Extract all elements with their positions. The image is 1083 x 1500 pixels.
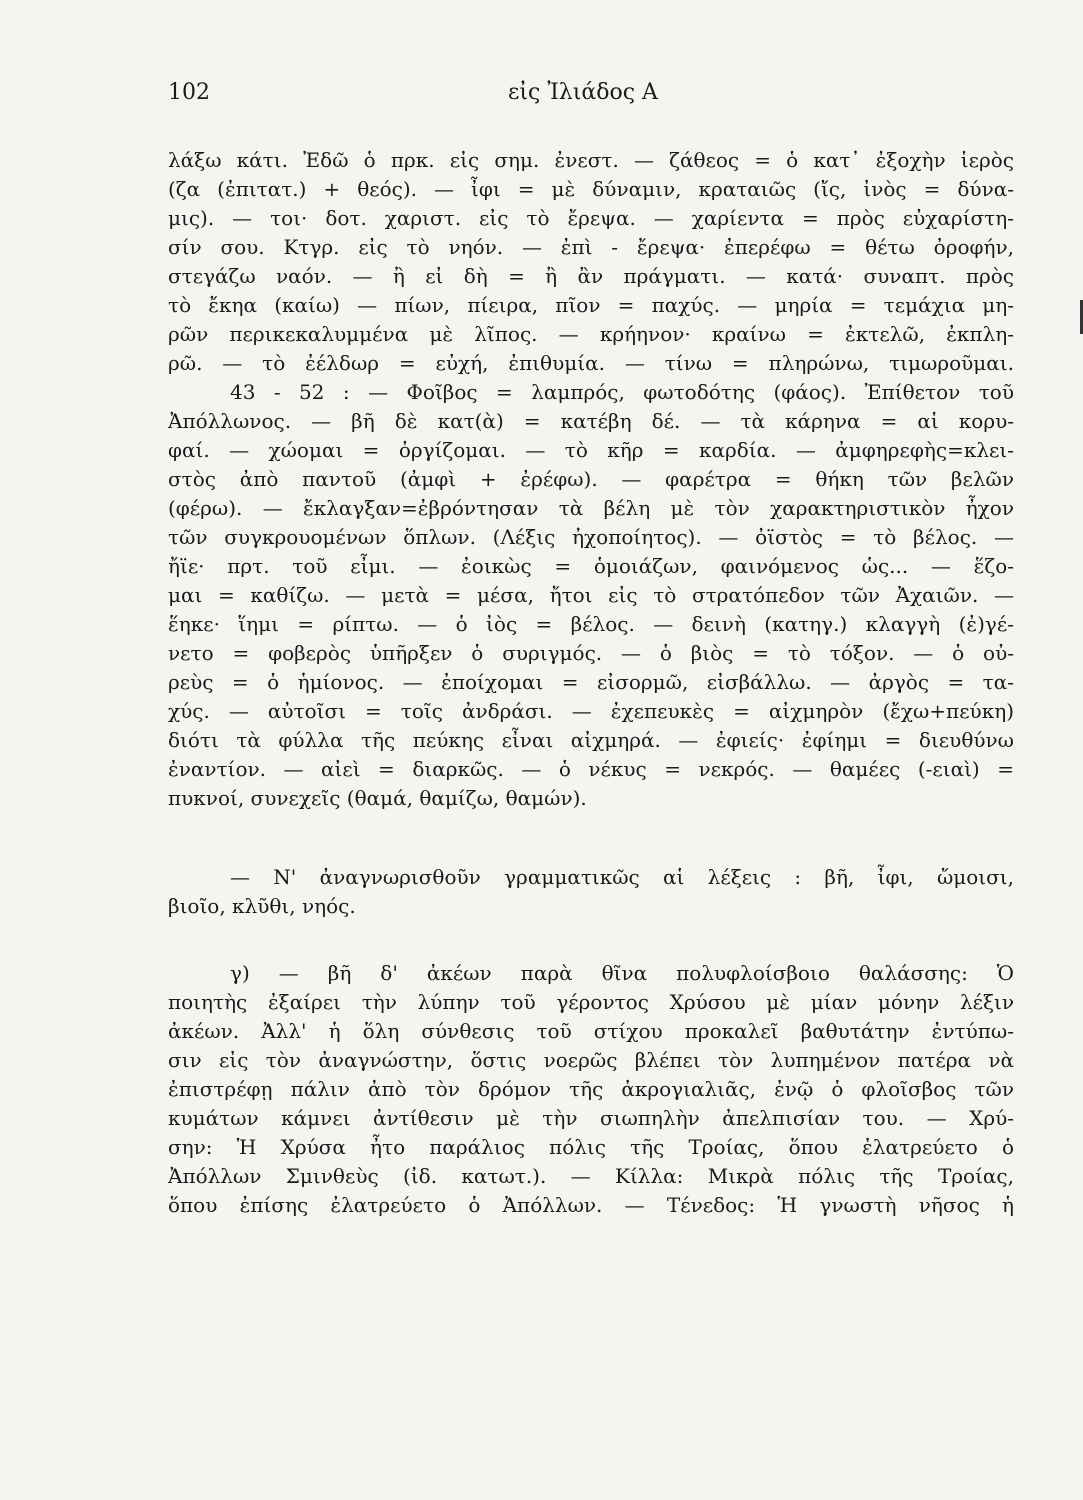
- page-header: [168, 80, 1014, 120]
- text-line: ποιητὴς ἐξαίρει τὴν λύπην τοῦ γέροντος Χρύσου μὲ μίαν μόνην λέξιν: [168, 990, 1014, 1014]
- text-line: ρεὺς = ὁ ἡμίονος. — ἐποίχομαι = εἰσορμῶ, εἰσβάλλω. — ἀργὸς = τα-: [168, 670, 1014, 694]
- text-line: μαι = καθίζω. — μετὰ = μέσα, ἤτοι εἰς τὸ στρατόπεδον τῶν Ἀχαιῶν. —: [168, 583, 1014, 607]
- spacer: [168, 813, 1014, 863]
- page-body: [168, 146, 1014, 1220]
- text-line: τῶν συγκρουομένων ὅπλων. (Λέξις ἠχοποίητος). — ὀϊστὸς = τὸ βέλος. —: [168, 525, 1014, 549]
- page-number: 102: [168, 80, 210, 105]
- text-line: ἐναντίον. — αἰεὶ = διαρκῶς. — ὁ νέκυς = νεκρός. — θαμέες (-ειαὶ) =: [168, 757, 1014, 781]
- spacer: [168, 921, 1014, 959]
- text-line: σην: Ἡ Χρύσα ἦτο παράλιος πόλις τῆς Τροίας, ὅπου ἐλατρεύετο ὁ: [168, 1135, 1014, 1159]
- page-edge-shadow: [1070, 300, 1083, 334]
- text-line: (φέρω). — ἔκλαγξαν=ἐβρόντησαν τὰ βέλη μὲ τὸν χαρακτηριστικὸν ἦχον: [168, 496, 1014, 520]
- text-line: ἐπιστρέφῃ πάλιν ἀπὸ τὸν δρόμον τῆς ἀκρογιαλιᾶς, ἐνῷ ὁ φλοῖσβος τῶν: [168, 1077, 1014, 1101]
- text-line: στεγάζω ναόν. — ἢ εἰ δὴ = ἢ ἂν πράγματι. — κατά· συναπτ. πρὸς: [168, 264, 1014, 288]
- text-line: (ζα (ἐπιτατ.) + θεός). — ἶφι = μὲ δύναμιν, κραταιῶς (ἴς, ἰνὸς = δύνα-: [168, 177, 1014, 201]
- text-line: κυμάτων κάμνει ἀντίθεσιν μὲ τὴν σιωπηλὴν ἀπελπισίαν του. — Χρύ-: [168, 1106, 1014, 1130]
- text-line: νετο = φοβερὸς ὑπῆρξεν ὁ συριγμός. — ὁ βιὸς = τὸ τόξον. — ὁ οὐ-: [168, 641, 1014, 665]
- text-line: στὸς ἀπὸ παντοῦ (ἀμφὶ + ἐρέφω). — φαρέτρα = θήκη τῶν βελῶν: [168, 467, 1014, 491]
- text-line: χύς. — αὐτοῖσι = τοῖς ἀνδράσι. — ἐχεπευκὲς = αἰχμηρὸν (ἔχω+πεύκη): [168, 699, 1014, 723]
- text-line: — Ν' ἀναγνωρισθοῦν γραμματικῶς αἱ λέξεις : βῆ, ἶφι, ὤμοισι,: [230, 865, 1014, 889]
- text-line: 43 - 52 : — Φοῖβος = λαμπρός, φωτοδότης (φάος). Ἐπίθετον τοῦ: [230, 380, 1014, 404]
- text-line: σίν σου. Κτγρ. εἰς τὸ νηόν. — ἐπὶ - ἔρεψα· ἐπερέφω = θέτω ὀροφήν,: [168, 235, 1014, 259]
- text-line: ρῶ. — τὸ ἐέλδωρ = εὐχή, ἐπιθυμία. — τίνω = πληρώνω, τιμωροῦμαι.: [168, 351, 1014, 375]
- text-line: λάξω κάτι. Ἐδῶ ὁ πρκ. εἰς σημ. ἐνεστ. — ζάθεος = ὁ κατ᾽ ἐξοχὴν ἱερὸς: [168, 148, 1014, 172]
- text-line: πυκνοί, συνεχεῖς (θαμά, θαμίζω, θαμών).: [168, 786, 587, 810]
- text-line: Ἀπόλλων Σμινθεὺς (ἰδ. κατωτ.). — Κίλλα: Μικρὰ πόλις τῆς Τροίας,: [168, 1164, 1014, 1188]
- text-line: φαί. — χώομαι = ὀργίζομαι. — τὸ κῆρ = καρδία. — ἀμφηρεφὴς=κλει-: [168, 438, 1014, 462]
- exercise-paragraph: [168, 863, 1014, 921]
- text-line: διότι τὰ φύλλα τῆς πεύκης εἶναι αἰχμηρά. — ἐφιείς· ἐφίημι = διευθύνω: [168, 728, 1014, 752]
- text-line: ἀκέων. Ἀλλ' ἡ ὅλη σύνθεσις τοῦ στίχου προκαλεῖ βαθυτάτην ἐντύπω-: [168, 1019, 1014, 1043]
- text-line: ὅπου ἐπίσης ἐλατρεύετο ὁ Ἀπόλλων. — Τένεδος: Ἡ γνωστὴ νῆσος ἡ: [168, 1193, 1014, 1217]
- text-line: βιοῖο, κλῦθι, νηός.: [168, 894, 356, 918]
- commentary-paragraph-2: [168, 378, 1014, 813]
- commentary-paragraph-gamma: [168, 959, 1014, 1220]
- text-line: ἤϊε· πρτ. τοῦ εἶμι. — ἐοικὼς = ὁμοιάζων, φαινόμενος ὡς... — ἕζο-: [168, 554, 1014, 578]
- text-line: ρῶν περικεκαλυμμένα μὲ λῖπος. — κρήηνον· κραίνω = ἐκτελῶ, ἐκπλη-: [168, 322, 1014, 346]
- text-line: σιν εἰς τὸν ἀναγνώστην, ὅστις νοερῶς βλέπει τὸν λυπημένον πατέρα νὰ: [168, 1048, 1014, 1072]
- running-head: εἰς Ἰλιάδος Α: [508, 80, 658, 105]
- text-line: μις). — τοι· δοτ. χαριστ. εἰς τὸ ἔρεψα. — χαρίεντα = πρὸς εὐχαρίστη-: [168, 206, 1014, 230]
- text-line: Ἀπόλλωνος. — βῆ δὲ κατ(ὰ) = κατέβη δέ. — τὰ κάρηνα = αἱ κορυ-: [168, 409, 1014, 433]
- text-line: γ) — βῆ δ' ἀκέων παρὰ θῖνα πολυφλοίσβοιο θαλάσσης: Ὁ: [230, 961, 1014, 985]
- text-line: ἕηκε· ἵημι = ρίπτω. — ὁ ἰὸς = βέλος. — δεινὴ (κατηγ.) κλαγγὴ (ἐ)γέ-: [168, 612, 1014, 636]
- text-line: τὸ ἔκηα (καίω) — πίων, πίειρα, πῖον = παχύς. — μηρία = τεμάχια μη-: [168, 293, 1014, 317]
- commentary-paragraph-1: [168, 146, 1014, 378]
